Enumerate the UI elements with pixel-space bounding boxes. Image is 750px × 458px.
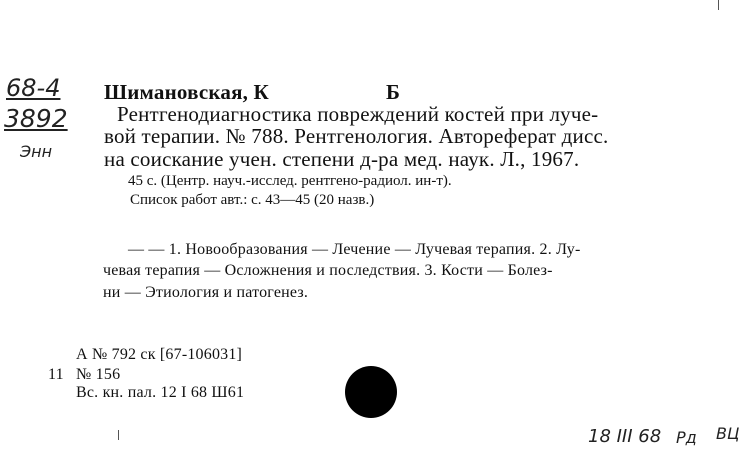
title-line-2: вой терапии. № 788. Рентгенология. Автореферат дисс. (104, 124, 609, 148)
footer-prefix: 11 (48, 366, 64, 383)
subjects-line-1: — — 1. Новообразования — Лечение — Лучевая терапия. 2. Лу- (128, 241, 581, 258)
handwritten-initials-alt: Рд (676, 428, 697, 447)
footer-line-3: Вс. кн. пал. 12 I 68 Ш61 (76, 384, 245, 401)
title-line-3: на соискание учен. степени д-ра мед. наук. Л., 1967. (104, 147, 580, 171)
author-name: Шимановская, К (104, 80, 269, 104)
bottom-edge-mark (118, 430, 119, 440)
imprint-line-2: Список работ авт.: с. 43—45 (20 назв.) (130, 192, 375, 208)
footer-line-2: № 156 (76, 366, 121, 383)
top-edge-mark (718, 0, 719, 10)
handwritten-note-left: Энн (20, 142, 53, 161)
handwritten-initials: ВЦ (716, 424, 740, 443)
imprint-line-1: 45 с. (Центр. науч.-исслед. рентгено-радиол. ин-т). (128, 173, 452, 189)
author-letter: Б (386, 80, 401, 104)
title-line-1: Рентгенодиагностика повреждений костей при луче- (117, 102, 599, 126)
footer-line-1: А № 792 ск [67-106031] (76, 346, 243, 363)
handwritten-call-number-bottom: 3892 (4, 104, 68, 133)
handwritten-date: 18 III 68 (588, 426, 662, 447)
punch-hole (345, 366, 397, 418)
subjects-line-3: ни — Этиология и патогенез. (103, 284, 309, 301)
subjects-line-2: чевая терапия — Осложнения и последствия. 3. Кости — Болез- (103, 262, 553, 279)
handwritten-call-number-top: 68-4 (6, 74, 61, 102)
